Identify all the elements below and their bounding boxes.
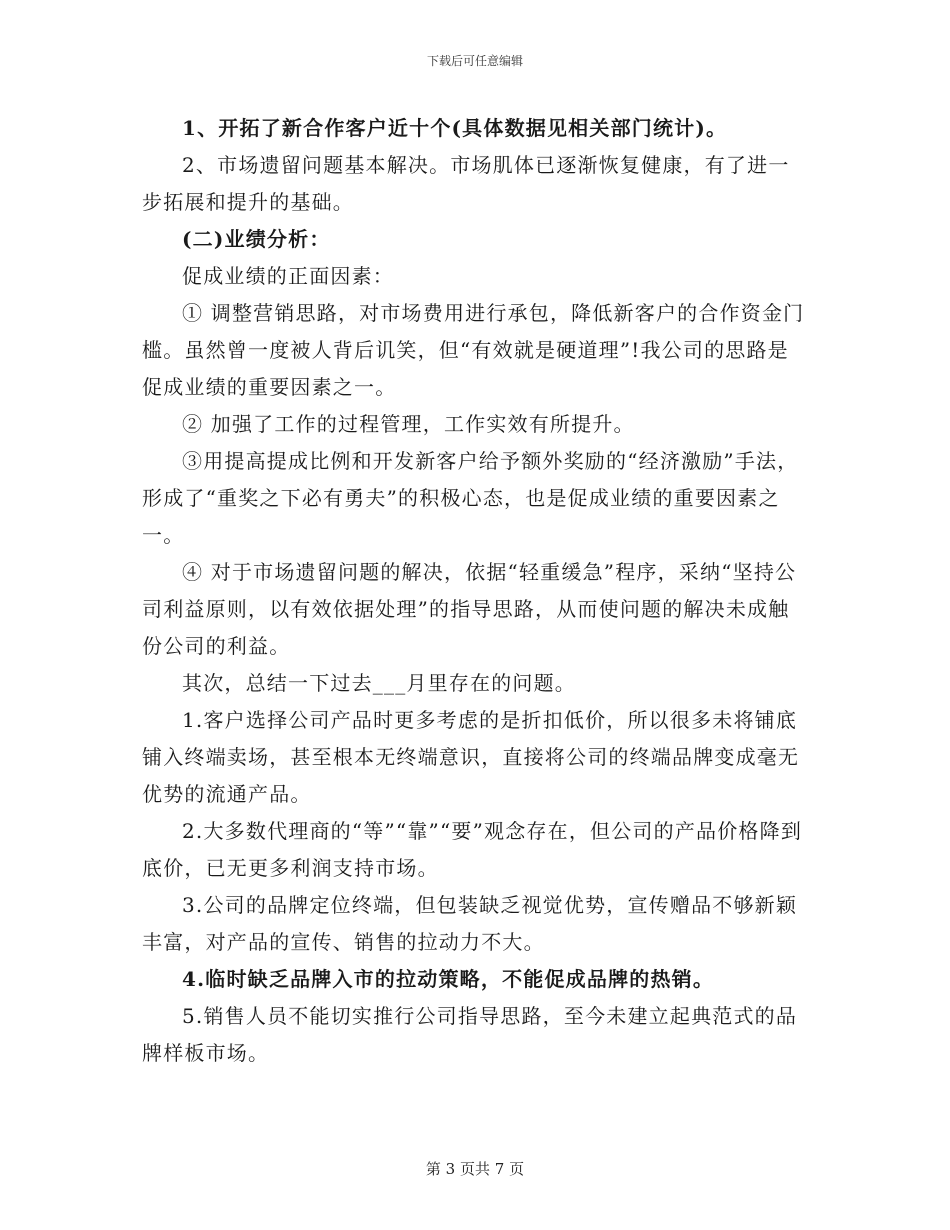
paragraph-achievement-1: 1、开拓了新合作客户近十个(具体数据见相关部门统计)。 xyxy=(182,116,728,140)
paragraph-problem-4: 4.临时缺乏品牌入市的拉动策略，不能促成品牌的热销。 xyxy=(182,967,715,991)
paragraph-problems-intro: 其次，总结一下过去___月里存在的问题。 xyxy=(182,671,576,695)
section-heading-performance: (二)业绩分析： xyxy=(182,227,331,251)
paragraph-problem-3: 3.公司的品牌定位终端，但包装缺乏视觉优势，宣传赠品不够新颖丰富，对产品的宣传、销售的拉动力不大。 xyxy=(142,893,798,954)
paragraph-problem-1: 1.客户选择公司产品时更多考虑的是折扣低价，所以很多未将铺底铺入终端卖场，甚至根本无终端意识，直接将公司的终端品牌变成毫无优势的流通产品。 xyxy=(142,708,800,806)
paragraph-achievement-2: 2、市场遗留问题基本解决。市场肌体已逐渐恢复健康，有了进一步拓展和提升的基础。 xyxy=(142,153,790,214)
paragraph-factor-1: ① 调整营销思路，对市场费用进行承包，降低新客户的合作资金门槛。虽然曾一度被人背后讥笑，但“有效就是硬道理”!我公司的思路是促成业绩的重要因素之一。 xyxy=(142,301,805,399)
paragraph-problem-2: 2.大多数代理商的“等”“靠”“要”观念存在，但公司的产品价格降到底价，已无更多利润支持市场。 xyxy=(142,819,803,880)
paragraph-problem-5: 5.销售人员不能切实推行公司指导思路，至今未建立起典范式的品牌样板市场。 xyxy=(142,1004,798,1065)
paragraph-factor-2: ② 加强了工作的过程管理，工作实效有所提升。 xyxy=(182,412,635,436)
paragraph-factor-3: ③用提高提成比例和开发新客户给予额外奖励的“经济激励”手法，形成了“重奖之下必有勇夫”的积极心态，也是促成业绩的重要因素之一。 xyxy=(142,449,799,547)
paragraph-factor-4: ④ 对于市场遗留问题的解决，依据“轻重缓急”程序，采纳“坚持公司利益原则，以有效依据处理”的指导思路，从而使问题的解决未成触份公司的利益。 xyxy=(142,560,797,658)
page-footer: 第 3 页共 7 页 xyxy=(425,1160,525,1178)
page-header: 下载后可任意编辑 xyxy=(426,54,523,68)
paragraph-positive-factors-intro: 促成业绩的正面因素： xyxy=(182,264,394,288)
document-body xyxy=(142,110,810,1072)
